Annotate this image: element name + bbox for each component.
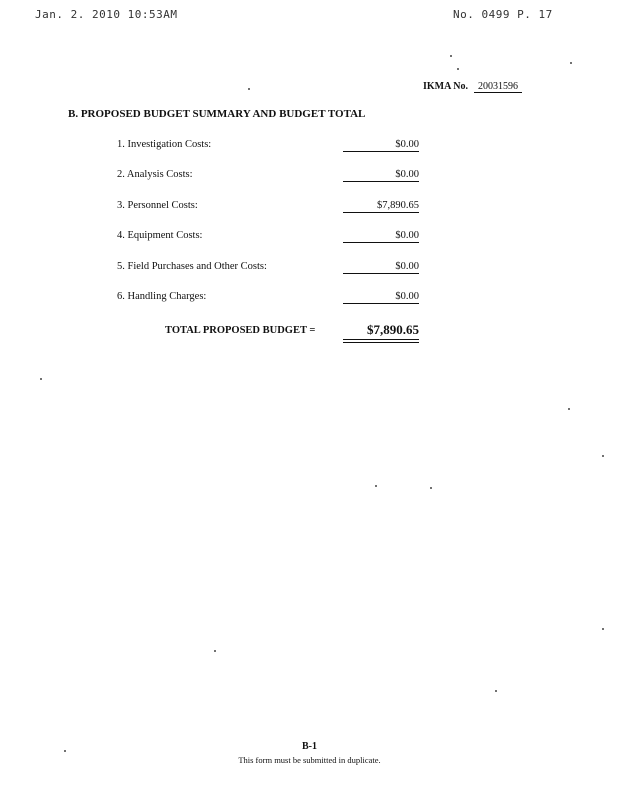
scan-speck: [568, 408, 570, 410]
section-heading: B. PROPOSED BUDGET SUMMARY AND BUDGET TOTAL: [68, 108, 366, 120]
ikma-label: IKMA No.: [423, 81, 468, 92]
budget-row-investigation: [117, 139, 419, 155]
footer-note: This form must be submitted in duplicate.: [238, 755, 381, 765]
budget-row-amount: $0.00: [343, 139, 419, 152]
scan-speck: [602, 455, 604, 457]
scan-speck: [214, 650, 216, 652]
budget-row-label: 2. Analysis Costs:: [117, 169, 193, 180]
scan-speck: [430, 487, 432, 489]
ikma-number-field: [423, 81, 522, 93]
page-number: B-1: [302, 741, 317, 752]
budget-row-label: 3. Personnel Costs:: [117, 200, 198, 211]
budget-row-label: 4. Equipment Costs:: [117, 230, 203, 241]
budget-row-personnel: [117, 200, 419, 216]
budget-row-amount: $0.00: [343, 169, 419, 182]
budget-row-amount: $0.00: [343, 291, 419, 304]
budget-row-label: 5. Field Purchases and Other Costs:: [117, 261, 267, 272]
total-budget-label: TOTAL PROPOSED BUDGET =: [165, 325, 316, 336]
budget-row-equipment: [117, 230, 419, 246]
budget-row-field-purchases: [117, 261, 419, 277]
ikma-number: 20031596: [474, 81, 522, 93]
budget-row-amount: $7,890.65: [343, 200, 419, 213]
scan-speck: [457, 68, 459, 70]
fax-header-page: No. 0499 P. 17: [453, 8, 553, 21]
total-budget-row: [165, 322, 419, 342]
budget-row-analysis: [117, 169, 419, 185]
budget-row-label: 1. Investigation Costs:: [117, 139, 212, 150]
scan-speck: [450, 55, 452, 57]
fax-header-date: Jan. 2. 2010 10:53AM: [35, 8, 178, 21]
total-budget-amount: $7,890.65: [343, 322, 419, 340]
scan-speck: [64, 750, 66, 752]
budget-row-handling: [117, 291, 419, 307]
budget-row-label: 6. Handling Charges:: [117, 291, 207, 302]
scan-speck: [602, 628, 604, 630]
scan-speck: [375, 485, 377, 487]
scan-speck: [570, 62, 572, 64]
scan-speck: [248, 88, 250, 90]
scan-speck: [495, 690, 497, 692]
scan-speck: [40, 378, 42, 380]
budget-row-amount: $0.00: [343, 230, 419, 243]
budget-row-amount: $0.00: [343, 261, 419, 274]
